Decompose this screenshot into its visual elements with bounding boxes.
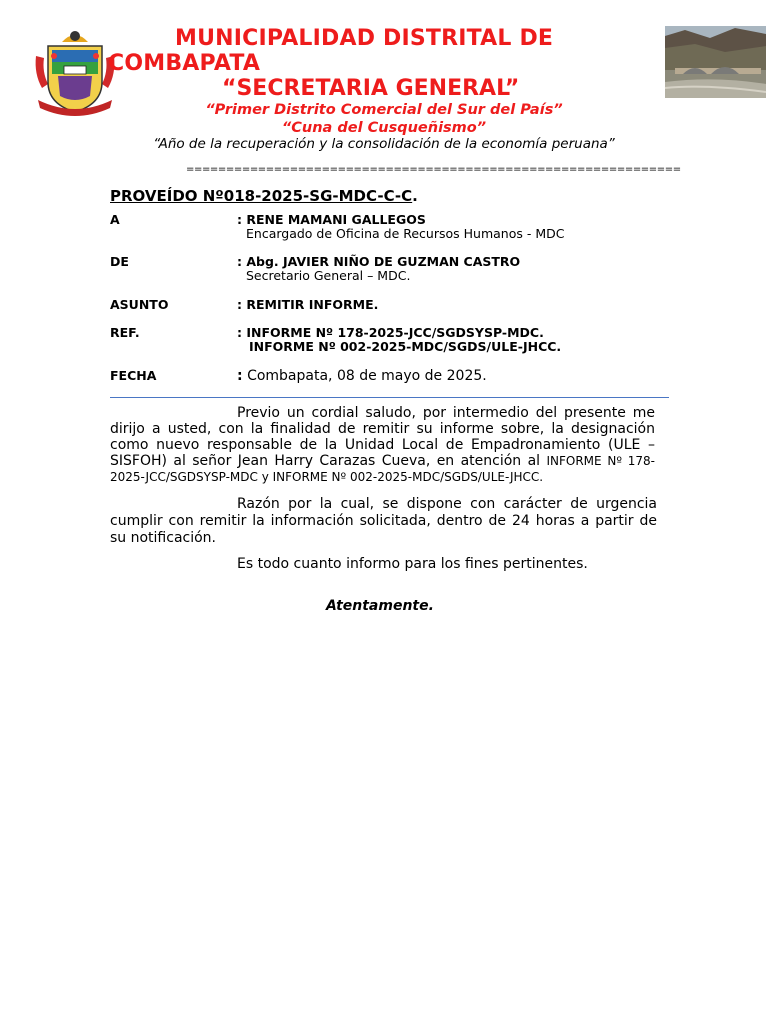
document-code (110, 187, 418, 205)
slogan-line2: “Cuna del Cusqueñismo” (281, 120, 487, 136)
closing-text: Atentamente. (326, 598, 434, 614)
body-paragraph-1 (110, 405, 655, 485)
to-role: Encargado de Oficina de Recursos Humanos - MDC (246, 226, 565, 241)
subject-value: : REMITIR INFORME. (237, 297, 379, 312)
ref-label: REF. (110, 325, 140, 340)
to-name: : RENE MAMANI GALLEGOS (237, 212, 426, 227)
from-role: Secretario General – MDC. (246, 268, 411, 283)
date-label: FECHA (110, 368, 157, 383)
year-motto: “Año de la recuperación y la consolidación de la economía peruana” (153, 136, 615, 152)
date-colon: : (237, 368, 243, 384)
body-paragraph-3: Es todo cuanto informo para los fines pertinentes. (237, 556, 588, 572)
bridge-photo-icon (665, 26, 766, 98)
subject-label: ASUNTO (110, 297, 169, 312)
document-code-suffix: . (412, 187, 418, 205)
from-name: : Abg. JAVIER NIÑO DE GUZMAN CASTRO (237, 254, 521, 269)
office-title: “SECRETARIA GENERAL” (222, 76, 520, 101)
fields-divider (110, 397, 669, 398)
body-paragraph-2: Razón por la cual, se dispone con carácter de urgencia cumplir con remitir la información solicitada, dentro de 24 horas a partir de su notificación. (110, 496, 657, 546)
from-label: DE (110, 254, 129, 269)
date-value: Combapata, 08 de mayo de 2025. (247, 368, 487, 384)
ref-value-1: : INFORME Nº 178-2025-JCC/SGDSYSP-MDC. (237, 325, 544, 340)
municipality-name-line1: MUNICIPALIDAD DISTRITAL DE (175, 26, 554, 51)
ref-value-2: INFORME Nº 002-2025-MDC/SGDS/ULE-JHCC. (249, 339, 562, 354)
to-label: A (110, 212, 120, 227)
header-separator: ============================================================== (186, 164, 681, 175)
date-line (237, 368, 487, 384)
municipality-name-line2: COMBAPATA (108, 51, 261, 76)
body-paragraph-1-text: Previo un cordial saludo, por intermedio del presente me dirijo a usted, con la finalidad de remitir su informe sobre, la designación como nuevo responsable de la Unidad Local de Empadronamiento (ULE – SISFOH) al señor Jean Harry Carazas Cueva, en atención al (110, 405, 655, 469)
slogan-line1: “Primer Distrito Comercial del Sur del País” (205, 102, 563, 118)
document-code-text: PROVEÍDO Nº018-2025-SG-MDC-C-C (110, 187, 413, 205)
body-paragraph-1-ref: INFORME Nº 178-2025-JCC/SGDSYSP-MDC y INFORME Nº 002-2025-MDC/SGDS/ULE-JHCC. (110, 454, 655, 484)
